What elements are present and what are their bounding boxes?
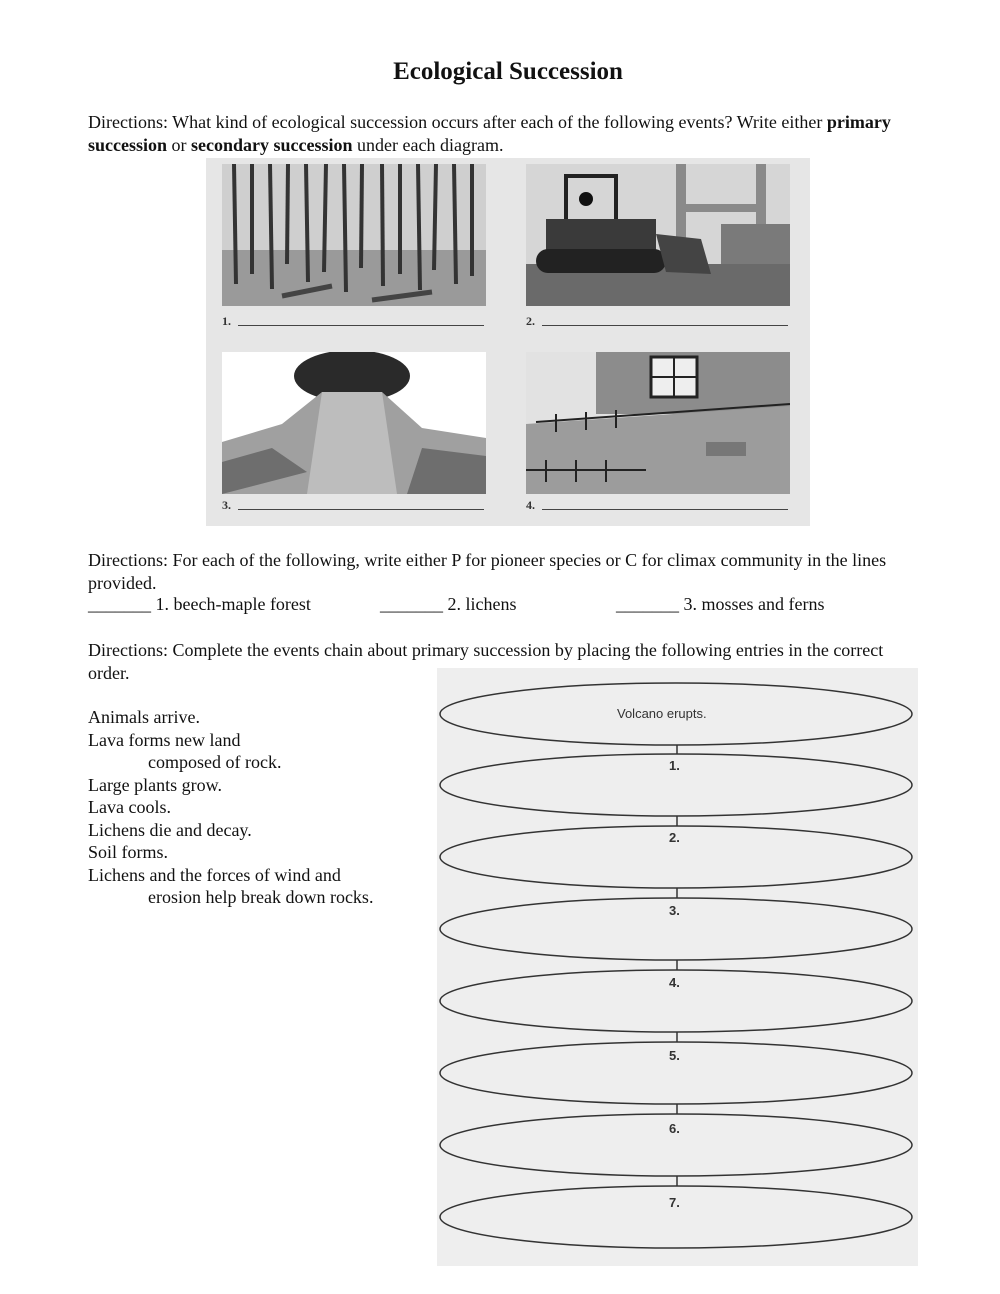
chain-step-6[interactable]: 6. [669,1121,680,1136]
species-item-1[interactable]: _______ 1. beech-maple forest [88,594,311,614]
bulldozer-image [526,164,790,306]
overgrown-yard-image [526,352,790,494]
directions-1 [88,111,928,157]
diagram-3-answer-line[interactable] [222,498,231,513]
diagram-4-number: 4. [526,498,535,512]
chain-step-1[interactable]: 1. [669,758,680,773]
chain-step-5[interactable]: 5. [669,1048,680,1063]
diagram-1-number: 1. [222,314,231,328]
secondary-succession-term: secondary succession [191,135,353,155]
primary-succession-term: primary succession [88,112,891,155]
chain-step-2[interactable]: 2. [669,830,680,845]
directions-3: Directions: Complete the events chain about primary succession by placing the following entries in the correct order. [88,640,884,683]
burned-forest-image [222,164,486,306]
entry-list [88,706,373,909]
succession-diagrams [206,158,810,526]
page-title: Ecological Succession [393,58,623,85]
entry: Lava cools. [88,797,171,817]
directions-1-text: Directions: What kind of ecological succession occurs after each of the following events? Write either [88,112,827,132]
entry: Animals arrive. [88,707,200,727]
entry: Lichens die and decay. [88,819,252,840]
species-item-3[interactable]: _______ 3. mosses and ferns [616,594,825,614]
chain-step-7[interactable]: 7. [669,1195,680,1210]
events-chain [437,668,918,1266]
entry: Large plants grow. [88,774,222,795]
diagram-3-number: 3. [222,498,231,512]
directions-1-end: under each diagram. [352,135,504,155]
diagram-1-answer-line[interactable] [222,314,231,329]
entry: composed of rock. [148,752,282,772]
directions-2: Directions: For each of the following, write either P for pioneer species or C for climax community in the lines provided. [88,550,887,593]
entry: Soil forms. [88,842,169,862]
entry: Lava forms new land [88,729,241,750]
chain-step-4[interactable]: 4. [669,975,680,990]
diagram-2-number: 2. [526,314,535,328]
entry: erosion help break down rocks. [148,887,374,907]
chain-step-3[interactable]: 3. [669,903,680,918]
directions-1-or: or [167,135,192,155]
entry: Lichens and the forces of wind and [88,864,341,885]
chain-start-label: Volcano erupts. [617,706,707,721]
volcano-image [222,352,486,494]
diagram-4-answer-line[interactable] [526,498,535,513]
diagram-2-answer-line[interactable] [526,314,535,329]
species-item-2[interactable]: _______ 2. lichens [380,594,517,614]
